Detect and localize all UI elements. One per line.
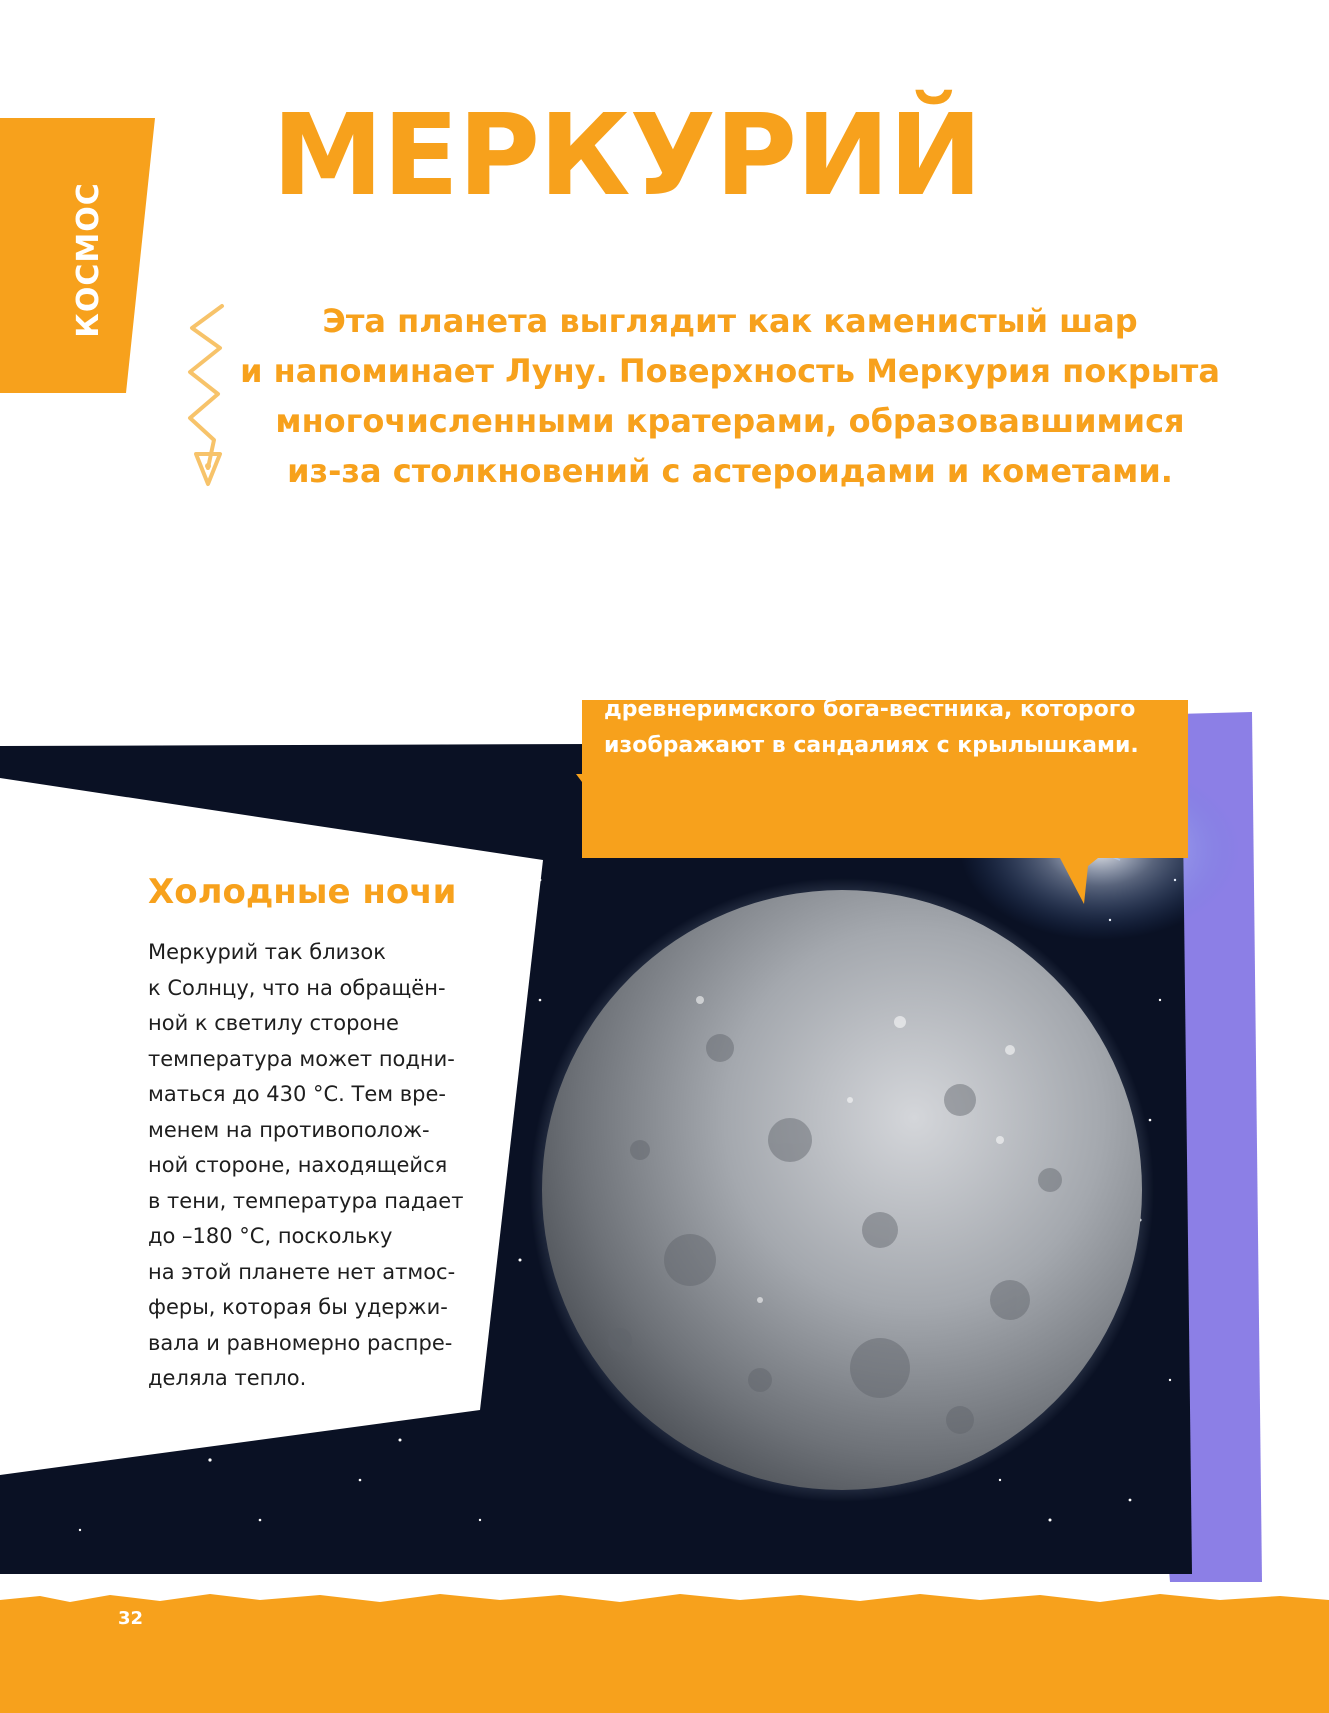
body-line: до –180 °С, поскольку — [148, 1224, 393, 1248]
callout-line: Меркурий вращается вокруг светила быстрее — [604, 589, 1195, 614]
squiggle-arrow-icon — [178, 298, 238, 488]
section-body-text — [148, 935, 478, 1397]
body-line: ной стороне, находящейся — [148, 1153, 448, 1177]
body-line: на этой планете нет атмос- — [148, 1259, 456, 1284]
body-line: Меркурий так близок — [148, 940, 386, 964]
intro-line: из-за столкновений с астероидами и кометами. — [287, 452, 1173, 490]
callout-line: древнеримского бога-вестника, которого — [604, 697, 1136, 722]
body-line: маться до 430 °С. Тем вре- — [148, 1082, 446, 1106]
page-number: 32 — [118, 1608, 144, 1629]
intro-text — [230, 296, 1230, 496]
callout-line: Поэтому и своё имя он получил в честь — [604, 661, 1106, 686]
section-tab-label: КОСМОС — [70, 182, 106, 338]
intro-line: и напоминает Луну. Поверхность Меркурия покрыта — [240, 352, 1220, 390]
body-line: деляла тепло. — [148, 1366, 307, 1390]
body-line: вала и равномерно распре- — [148, 1330, 453, 1355]
body-line: к Солнцу, что на обращён- — [148, 975, 446, 1000]
intro-line: многочисленными кратерами, образовавшимися — [275, 402, 1185, 440]
callout-text — [604, 584, 1204, 764]
intro-line: Эта планета выглядит как каменистый шар — [322, 302, 1138, 340]
page-title: МЕРКУРИЙ — [272, 91, 982, 221]
body-line: менем на противополож- — [148, 1117, 430, 1142]
callout-line: всех остальных планет Солнечной системы. — [604, 625, 1169, 650]
body-line: ной к светилу стороне — [148, 1011, 399, 1035]
body-line: феры, которая бы удержи- — [148, 1295, 448, 1319]
callout-line: изображают в сандалиях с крылышками. — [604, 733, 1139, 758]
body-line: температура может подни- — [148, 1046, 455, 1071]
body-line: в тени, температура падает — [148, 1188, 464, 1213]
section-heading: Холодные ночи — [148, 872, 457, 912]
